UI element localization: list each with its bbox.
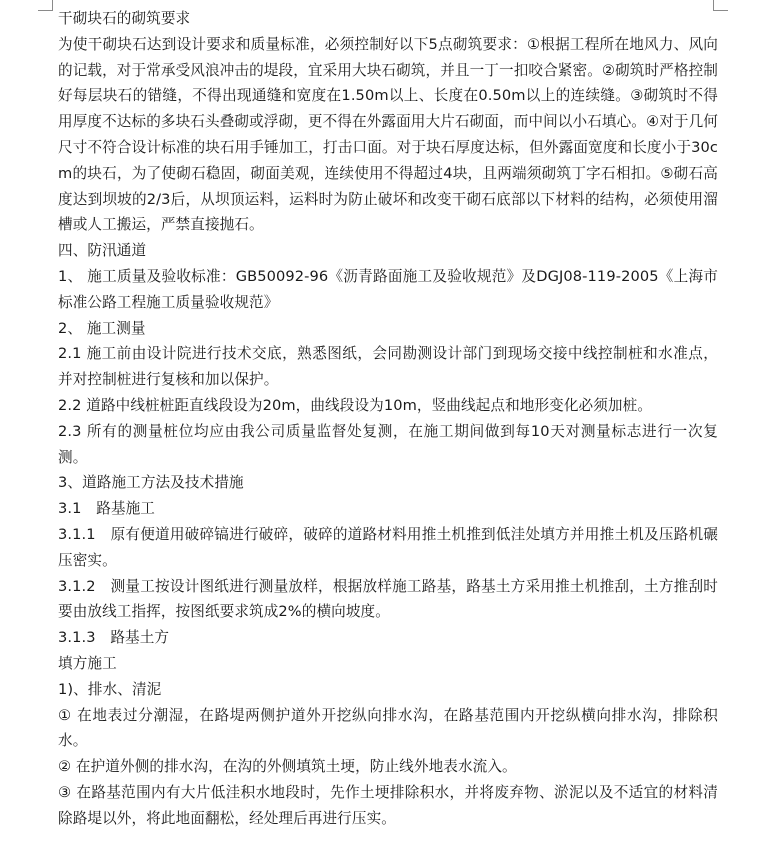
section-heading-3-1: 3.1 路基施工	[58, 500, 155, 518]
paragraph-3-1-2: 3.1.2 测量工按设计图纸进行测量放样，根据放样施工路基，路基土方采用推土机推刮，土方推刮时要由放线工指挥，按图纸要求筑成2%的横向坡度。	[58, 577, 718, 621]
paragraph-2-2: 2.2 道路中线桩桩距直线段设为20m，曲线段设为10m，竖曲线起点和地形变化必须加桩。	[58, 396, 653, 414]
list-item-3: ③ 在路基范围内有大片低洼积水地段时，先作土埂排除积水，并将废弃物、淤泥以及不适宜的材料清除路堤以外，将此地面翻松，经处理后再进行压实。	[58, 783, 718, 827]
section-heading-survey: 2、 施工测量	[58, 319, 146, 337]
document-body	[58, 6, 718, 832]
section-heading-3-1-3: 3.1.3 路基土方	[58, 629, 170, 647]
paragraph-3-1-1: 3.1.1 原有便道用破碎镐进行破碎，破碎的道路材料用推土机推到低洼处填方并用推土机及压路机碾压密实。	[58, 525, 718, 569]
paragraph-quality-standards: 1、 施工质量及验收标准：GB50092-96《沥青路面施工及验收规范》及DGJ08-119-2005《上海市标准公路工程施工质量验收规范》	[58, 267, 718, 311]
list-item-2: ② 在护道外侧的排水沟，在沟的外侧填筑土埂，防止线外地表水流入。	[58, 758, 517, 776]
paragraph-2-1: 2.1 施工前由设计院进行技术交底，熟悉图纸，会同勘测设计部门到现场交接中线控制桩和水准点，并对控制桩进行复核和加以保护。	[58, 345, 718, 389]
paragraph-2-3: 2.3 所有的测量桩位均应由我公司质量监督处复测，在施工期间做到每10天对测量标志进行一次复测。	[58, 422, 718, 466]
list-item-1: ① 在地表过分潮湿，在路堤两侧护道外开挖纵向排水沟，在路基范围内开挖纵横向排水沟，排除积水。	[58, 706, 718, 750]
subheading-drainage: 1)、排水、清泥	[58, 680, 162, 698]
section-heading-road-construction: 3、道路施工方法及技术措施	[58, 474, 244, 492]
section-heading-flood-road: 四、防汛通道	[58, 242, 147, 260]
page-corner-mark-left	[38, 0, 53, 11]
subheading-fill-construction: 填方施工	[58, 654, 117, 672]
section-heading-dry-masonry: 干砌块石的砌筑要求	[58, 10, 191, 27]
paragraph-masonry-requirements: 为使干砌块石达到设计要求和质量标准，必须控制好以下5点砌筑要求：①根据工程所在地风力、风向的记载，对于常承受风浪冲击的堤段，宜采用大块石砌筑，并且一丁一扣咬合紧密。②砌筑时严格控制好每层块石的错缝，不得出现通缝和宽度在1.50m以上、长度在0.50m以上的连续缝。③砌筑时不得用厚度不达标的多块石头叠砌或浮砌，更不得在外露面用大片石砌面，而中间以小石填心。④对于几何尺寸不符合设计标准的块石用手锤加工，打击口面。对于块石厚度达标，但外露面宽度和长度小于30cm的块石，为了使砌石稳固，砌面美观，连续使用不得超过4块，且两端须砌筑丁字石相扣。⑤砌石高度达到坝坡的2/3后，从坝顶运料，运料时为防止破坏和改变干砌石底部以下材料的结构，必须使用溜槽或人工搬运，严禁直接抛石。	[58, 35, 718, 234]
